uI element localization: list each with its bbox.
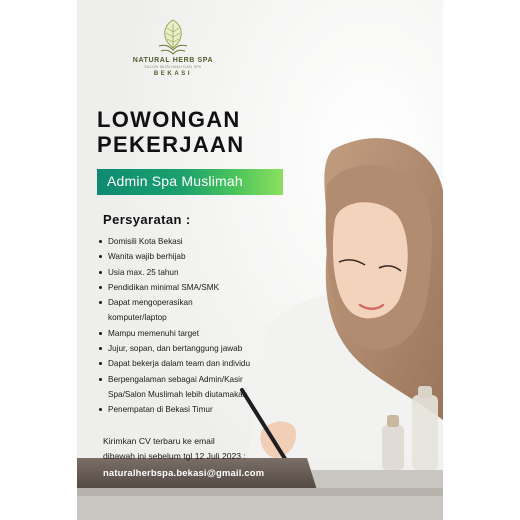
list-item-continuation: Spa/Salon Muslimah lebih diutamakan	[108, 389, 248, 399]
logo-tagline: SALON MUSLIMAH DAN SPA	[144, 65, 202, 69]
position-banner	[97, 169, 283, 195]
leaf-icon	[153, 18, 193, 56]
requirements-title: Persyaratan :	[103, 212, 191, 227]
footer-instructions	[103, 434, 246, 464]
footer-line-2: dibawah ini sebelum tgl 12 Juli 2023 :	[103, 451, 246, 461]
list-item-continuation: komputer/laptop	[108, 313, 167, 323]
list-item: Berpengalaman sebagai Admin/Kasir	[99, 372, 309, 387]
headline	[97, 107, 244, 157]
job-poster	[77, 0, 443, 520]
list-item: Dapat bekerja dalam team dan individu	[99, 356, 309, 371]
headline-line-1: LOWONGAN	[97, 107, 241, 132]
headline-line-2: PEKERJAAN	[97, 132, 245, 157]
list-item: Penempatan di Bekasi Timur	[99, 402, 309, 417]
list-item: Pendidikan minimal SMA/SMK	[99, 280, 309, 295]
footer-line-1: Kirimkan CV terbaru ke email	[103, 436, 215, 446]
list-item: Mampu memenuhi target	[99, 326, 309, 341]
requirements-list	[99, 234, 309, 418]
list-item: Usia max. 25 tahun	[99, 265, 309, 280]
spa-logo	[127, 18, 219, 77]
contact-email[interactable]: naturalherbspa.bekasi@gmail.com	[103, 467, 265, 478]
list-item: Domisili Kota Bekasi	[99, 234, 309, 249]
list-item: Jujur, sopan, dan bertanggung jawab	[99, 341, 309, 356]
logo-name: NATURAL HERB SPA	[132, 57, 214, 64]
logo-city: BEKASI	[153, 71, 193, 77]
list-item: Wanita wajib berhijab	[99, 249, 309, 264]
list-item: Dapat mengoperasikan	[99, 295, 309, 310]
position-title: Admin Spa Muslimah	[107, 173, 243, 189]
